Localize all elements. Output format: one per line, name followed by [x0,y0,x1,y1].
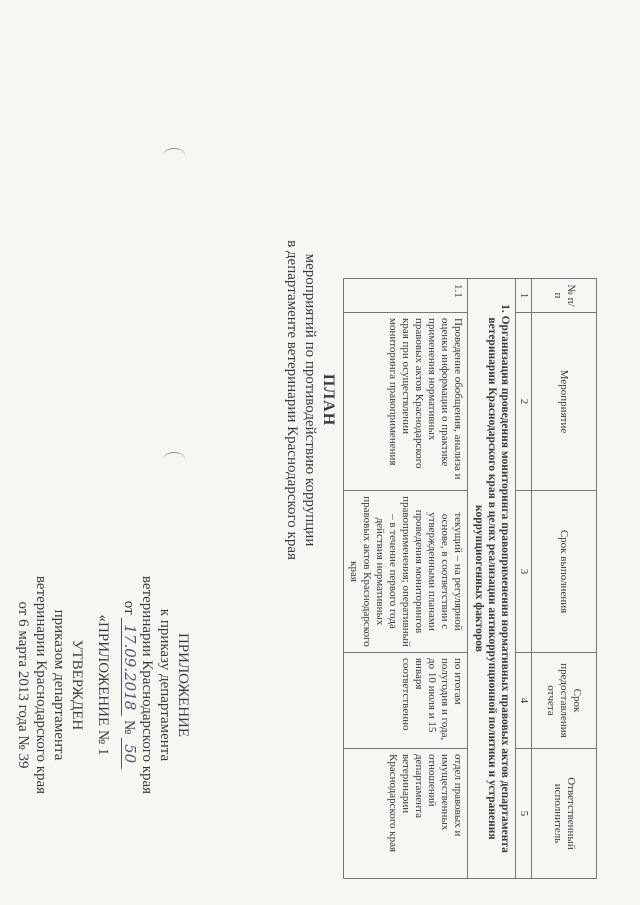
plan-subtitle-2: в департаменте ветеринарии Краснодарского края [284,240,300,560]
approved-order: приказом департамента [51,609,67,761]
section-1-title: 1. Организация проведения мониторинга правоприменения нормативных правовых актов департамента ветеринарии Краснодарского края в целях реализации антикоррупционной политики и устранения коррупциогенных факторов [468,279,516,879]
appendix-header [14,505,192,865]
section-row [468,279,516,879]
column-number: 5 [516,749,532,879]
column-number: 1 [516,279,532,313]
header-report: Срок предоставления отчета [532,653,597,749]
order-number: 50 [121,738,138,769]
header-num: № п/п [532,279,597,313]
plan-title: ПЛАН [320,373,337,427]
column-number: 4 [516,653,532,749]
plan-table [343,278,597,879]
header-event: Мероприятие [532,313,597,491]
row-report: по итогам полугодия и года, до 10 июля и 15 января соответственно [344,653,468,749]
approved-label: УТВЕРЖДЕН [69,639,85,731]
header-term: Срок выполнения [532,491,597,653]
row-responsible: отдел правовых и имущественных отношений департамента ветеринарии Краснодарского края [344,749,468,879]
appendix-number: «ПРИЛОЖЕНИЕ № 1 [95,614,111,756]
column-number: 2 [516,313,532,491]
column-number: 3 [516,491,532,653]
row-event: Проведение обобщения, анализа и оценки информации о практике применения нормативных правовых актов Краснодарского края при осуществлении мониторинга правоприменения [344,313,468,491]
ot-label: от [121,600,137,615]
row-term: текущий – на регулярной основе, в соответствии с утвержденными планами проведения мониторингов правоприменения; оперативный – в течение первого года действия нормативных правовых актов Краснодарского края [344,491,468,653]
plan-subtitle-1: мероприятий по противодействию коррупции [302,253,318,547]
number-label: № [121,720,137,735]
approved-dept: ветеринарии Краснодарского края [33,575,49,795]
punch-hole-right [163,452,185,467]
header-responsible: Ответственный исполнитель [532,749,597,879]
appendix-label: ПРИЛОЖЕНИЕ [175,632,191,738]
punch-hole-left [163,148,185,163]
table-row [344,279,468,879]
order-date: 17.09.2018 [121,618,138,716]
dept-line: ветеринарии Краснодарского края [139,575,155,795]
order-line: к приказу департамента [157,608,173,762]
column-number-row [516,279,532,879]
row-num: 1.1 [344,279,468,313]
order-date-line [120,505,138,865]
plan-title-block [283,150,337,650]
table-header-row [532,279,597,879]
approved-date: от 6 марта 2013 года № 39 [15,601,31,769]
